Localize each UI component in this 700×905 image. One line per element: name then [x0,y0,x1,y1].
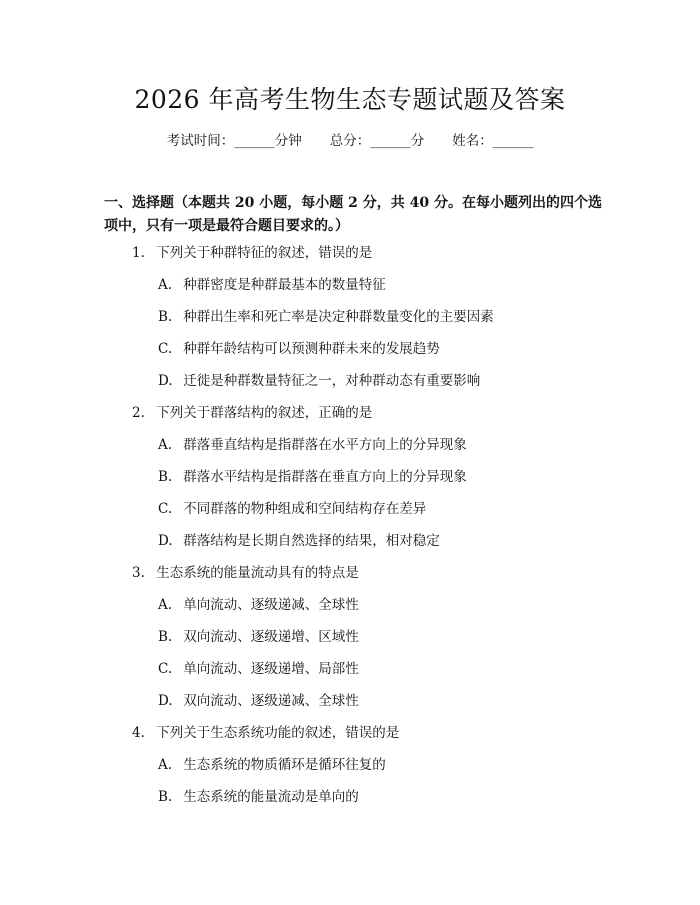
question-1-option-c [158,339,440,359]
question-2-option-a [158,435,467,455]
exam-total-score: 总分：______分 [329,133,425,149]
option-letter: D. [158,373,173,389]
option-letter: D. [158,533,173,549]
question-text: 下列关于群落结构的叙述，正确的是 [156,405,373,421]
option-text: 不同群落的物种组成和空间结构存在差异 [183,501,427,517]
option-text: 群落结构是长期自然选择的结果，相对稳定 [183,533,440,549]
option-letter: C. [158,501,173,517]
option-letter: B. [158,469,173,485]
option-letter: B. [158,629,173,645]
option-letter: A. [158,277,173,293]
question-3-option-b [158,627,359,647]
exam-time: 考试时间：______分钟 [166,133,302,149]
question-1-option-b [158,307,494,327]
option-letter: A. [158,757,173,773]
exam-info [0,131,700,151]
option-letter: B. [158,309,173,325]
question-1-option-d [158,371,480,391]
page-title: 2026 年高考生物生态专题试题及答案 [134,85,566,114]
option-letter: D. [158,693,173,709]
option-text: 种群密度是种群最基本的数量特征 [183,277,386,293]
question-number: 2. [132,405,145,421]
option-text: 生态系统的能量流动是单向的 [183,789,359,805]
question-2-option-b [158,467,467,487]
question-2-option-c [158,499,426,519]
question-3-option-a [158,595,359,615]
question-text: 下列关于生态系统功能的叙述，错误的是 [156,725,400,741]
option-letter: B. [158,789,173,805]
option-text: 种群出生率和死亡率是决定种群数量变化的主要因素 [183,309,494,325]
question-3 [132,563,359,583]
question-2-option-d [158,531,440,551]
question-number: 1. [132,245,145,261]
question-1 [132,243,372,263]
question-number: 4. [132,725,145,741]
question-text: 下列关于种群特征的叙述，错误的是 [156,245,373,261]
option-text: 迁徙是种群数量特征之一，对种群动态有重要影响 [183,373,481,389]
option-text: 种群年龄结构可以预测种群未来的发展趋势 [183,341,440,357]
section-heading: 一、选择题（本题共 20 小题，每小题 2 分，共 40 分。在每小题列出的四个选项中，只有一项是最符合题目要求的。） [104,195,602,234]
option-text: 双向流动、逐级递减、全球性 [183,693,359,709]
option-letter: C. [158,341,173,357]
question-1-option-a [158,275,386,295]
option-text: 单向流动、逐级递减、全球性 [183,597,359,613]
exam-name: 姓名：______ [452,133,534,149]
question-4-option-a [158,755,386,775]
option-letter: C. [158,661,173,677]
option-text: 生态系统的物质循环是循环往复的 [183,757,386,773]
question-number: 3. [132,565,145,581]
question-4-option-b [158,787,359,807]
question-3-option-d [158,691,359,711]
option-text: 单向流动、逐级递增、局部性 [183,661,359,677]
option-letter: A. [158,597,173,613]
option-text: 群落垂直结构是指群落在水平方向上的分异现象 [183,437,467,453]
option-text: 群落水平结构是指群落在垂直方向上的分异现象 [183,469,467,485]
question-text: 生态系统的能量流动具有的特点是 [156,565,359,581]
question-3-option-c [158,659,359,679]
question-4 [132,723,399,743]
option-letter: A. [158,437,173,453]
option-text: 双向流动、逐级递增、区域性 [183,629,359,645]
question-2 [132,403,372,423]
